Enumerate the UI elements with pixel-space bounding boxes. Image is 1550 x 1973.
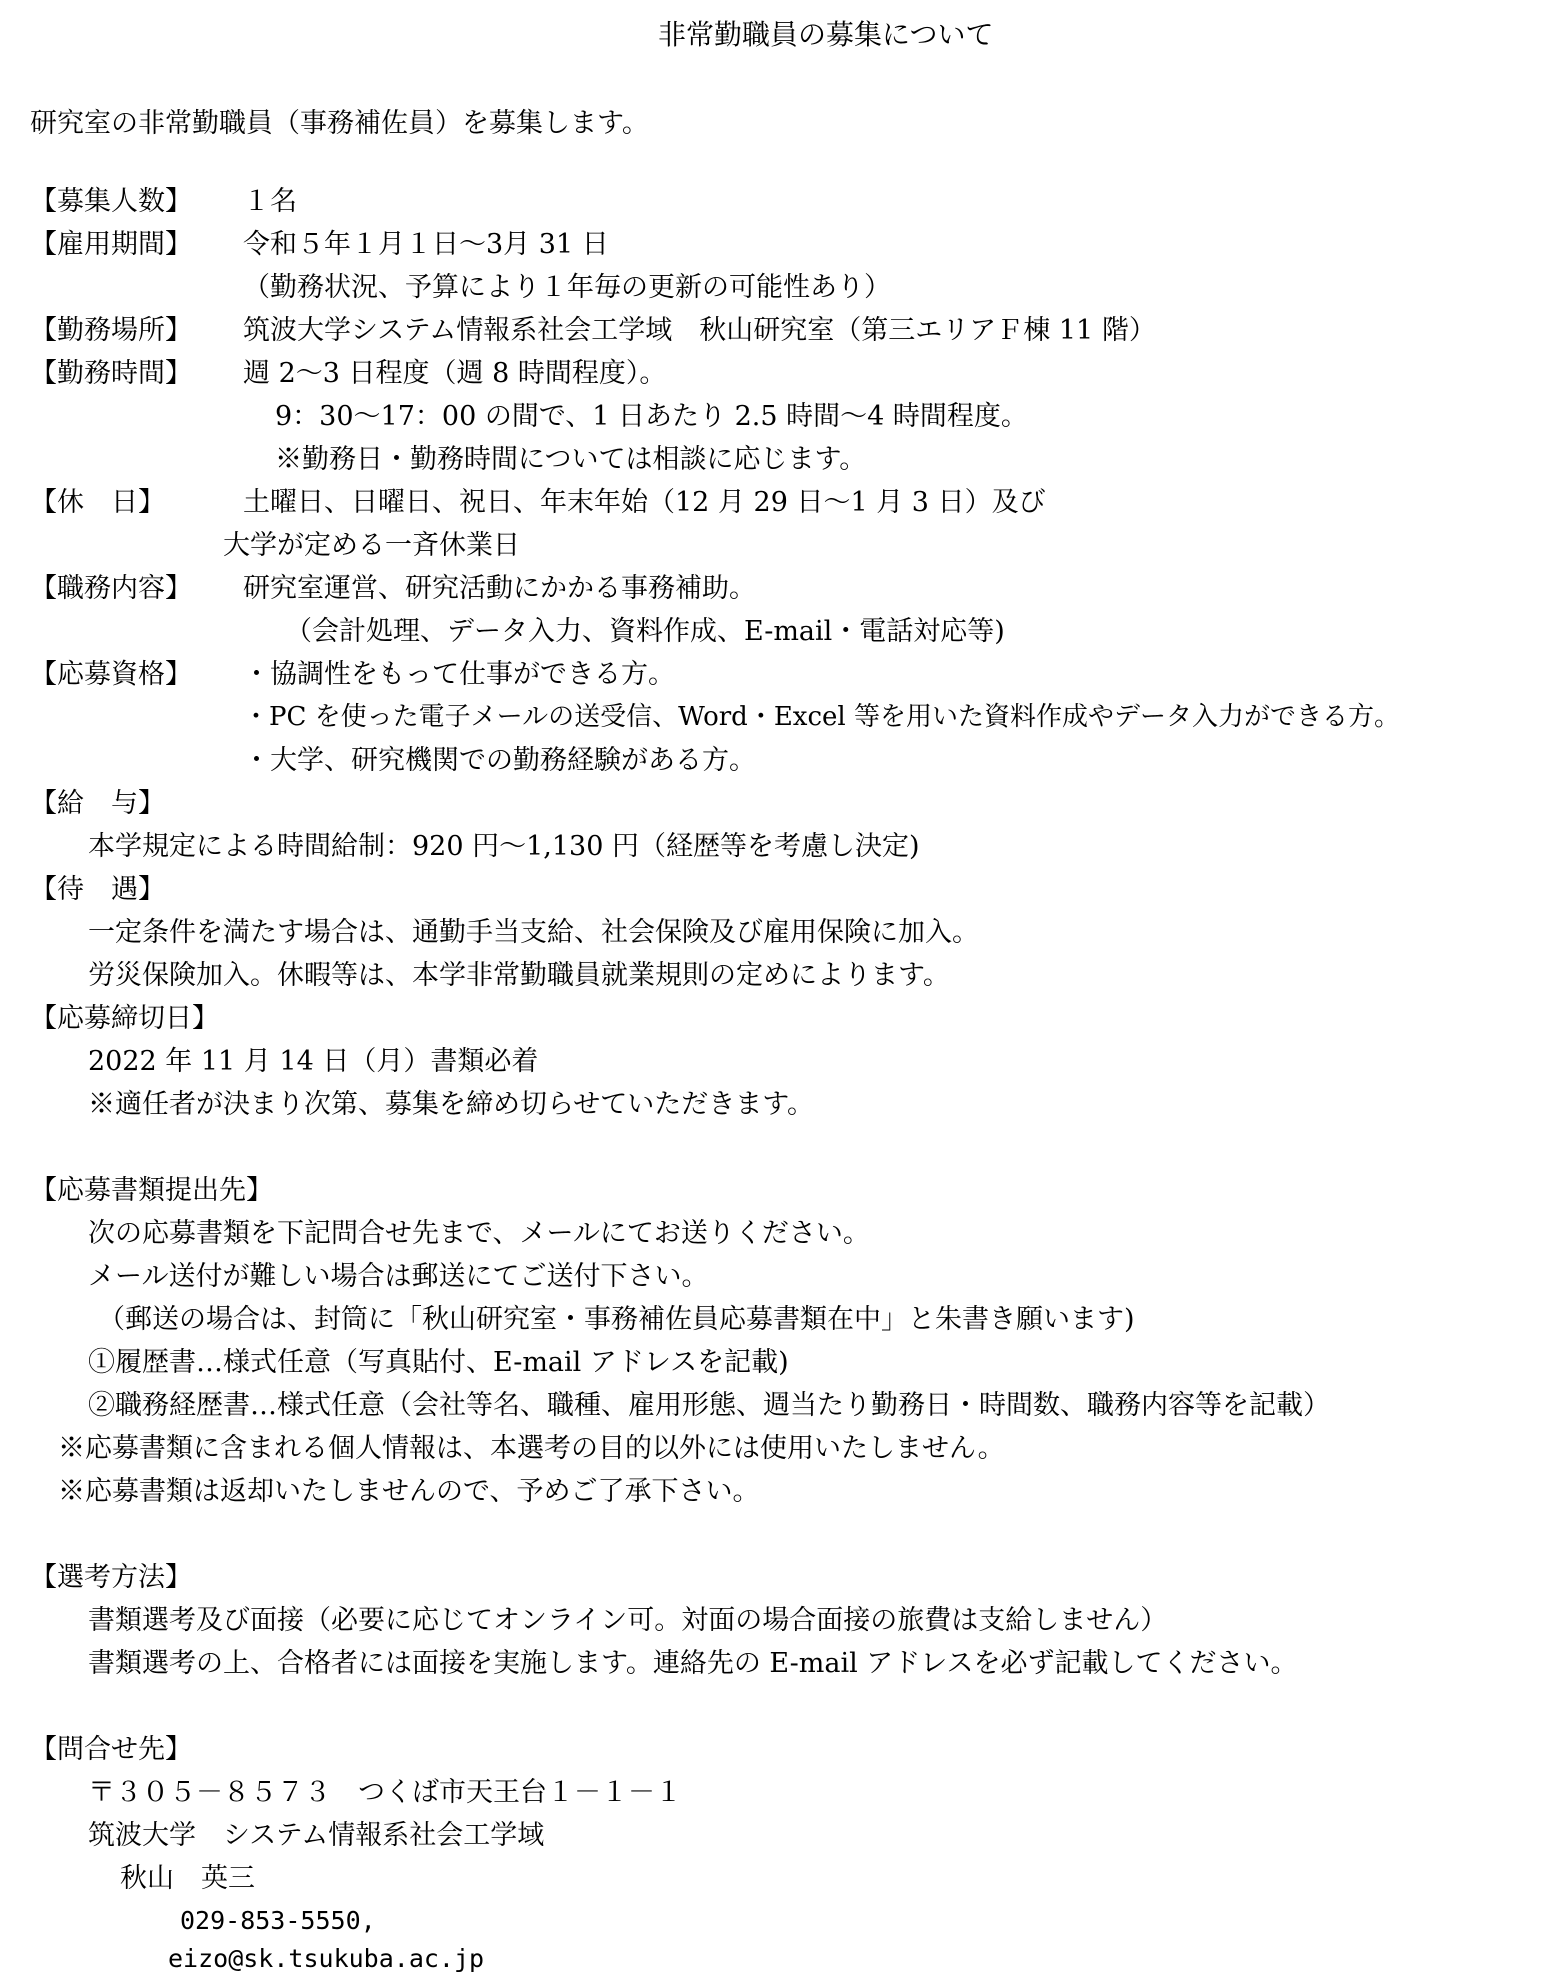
contact-org: 筑波大学 システム情報系社会工学域 [88,1820,545,1851]
benefits-line2: 労災保険加入。休暇等は、本学非常勤職員就業規則の定めによります。 [88,960,950,991]
submission-doc2: ②職務経歴書…様式任意（会社等名、職種、雇用形態、週当たり勤務日・時間数、職務内容等を記載） [88,1390,1330,1421]
selection-label: 【選考方法】 [30,1562,192,1593]
employment-period-note: （勤務状況、予算により１年毎の更新の可能性あり） [243,272,891,303]
employment-period-label: 【雇用期間】 [30,229,192,260]
submission-line3: （郵送の場合は、封筒に「秋山研究室・事務補佐員応募書類在中」と朱書き願います) [98,1304,1135,1335]
submission-note2: ※応募書類は返却いたしませんので、予めご了承下さい。 [58,1476,760,1507]
contact-email[interactable]: eizo@sk.tsukuba.ac.jp [168,1944,485,1973]
salary-value: 本学規定による時間給制：920 円～1,130 円（経歴等を考慮し決定) [88,831,920,862]
selection-line2: 書類選考の上、合格者には面接を実施します。連絡先の E-mail アドレスを必ず記載してください。 [88,1648,1298,1679]
employment-period-value: 令和５年１月１日～3月 31 日 [243,229,609,260]
submission-note1: ※応募書類に含まれる個人情報は、本選考の目的以外には使用いたしません。 [58,1433,1005,1464]
duties-line1: 研究室運営、研究活動にかかる事務補助。 [243,573,756,604]
contact-phone: 029-853-5550, [180,1906,376,1935]
contact-address: 〒３０５－８５７３ つくば市天王台１－１－１ [88,1777,682,1808]
work-location-value: 筑波大学システム情報系社会工学域 秋山研究室（第三エリアＦ棟 11 階） [243,315,1156,346]
work-hours-label: 【勤務時間】 [30,358,192,389]
holidays-label: 【休 日】 [30,487,165,518]
recruit-count-label: 【募集人数】 [30,186,192,217]
recruit-count-value: １名 [243,186,297,217]
contact-name: 秋山 英三 [120,1863,255,1894]
page-title: 非常勤職員の募集について [658,18,994,51]
submission-line2: メール送付が難しい場合は郵送にてご送付下さい。 [88,1261,709,1292]
submission-doc1: ①履歴書…様式任意（写真貼付、E-mail アドレスを記載) [88,1347,789,1378]
deadline-line2: ※適任者が決まり次第、募集を締め切らせていただきます。 [88,1089,815,1120]
qualification-item-2: ・PC を使った電子メールの送受信、Word・Excel 等を用いた資料作成やデータ入力ができる方。 [243,702,1400,732]
qualifications-label: 【応募資格】 [30,659,192,690]
intro-text: 研究室の非常勤職員（事務補佐員）を募集します。 [30,108,649,139]
benefits-label: 【待 遇】 [30,874,165,905]
qualification-item-1: ・協調性をもって仕事ができる方。 [243,659,675,690]
duties-line2: （会計処理、データ入力、資料作成、E-mail・電話対応等) [285,616,1005,647]
holidays-line1: 土曜日、日曜日、祝日、年末年始（12 月 29 日～1 月 3 日）及び [243,487,1046,518]
contact-label: 【問合せ先】 [30,1734,192,1765]
submission-label: 【応募書類提出先】 [30,1175,273,1206]
salary-label: 【給 与】 [30,788,165,819]
work-hours-line3: ※勤務日・勤務時間については相談に応じます。 [275,444,867,475]
holidays-line2: 大学が定める一斉休業日 [223,530,520,561]
deadline-label: 【応募締切日】 [30,1003,219,1034]
work-hours-line1: 週 2～3 日程度（週 8 時間程度）。 [243,358,667,389]
selection-line1: 書類選考及び面接（必要に応じてオンライン可。対面の場合面接の旅費は支給しません） [88,1605,1168,1636]
work-hours-line2: 9：30～17：00 の間で、1 日あたり 2.5 時間～4 時間程度。 [275,401,1028,432]
submission-line1: 次の応募書類を下記問合せ先まで、メールにてお送りください。 [88,1218,870,1249]
deadline-line1: 2022 年 11 月 14 日（月）書類必着 [88,1046,539,1077]
work-location-label: 【勤務場所】 [30,315,192,346]
benefits-line1: 一定条件を満たす場合は、通勤手当支給、社会保険及び雇用保険に加入。 [88,917,979,948]
qualification-item-3: ・大学、研究機関での勤務経験がある方。 [243,745,756,776]
duties-label: 【職務内容】 [30,573,192,604]
